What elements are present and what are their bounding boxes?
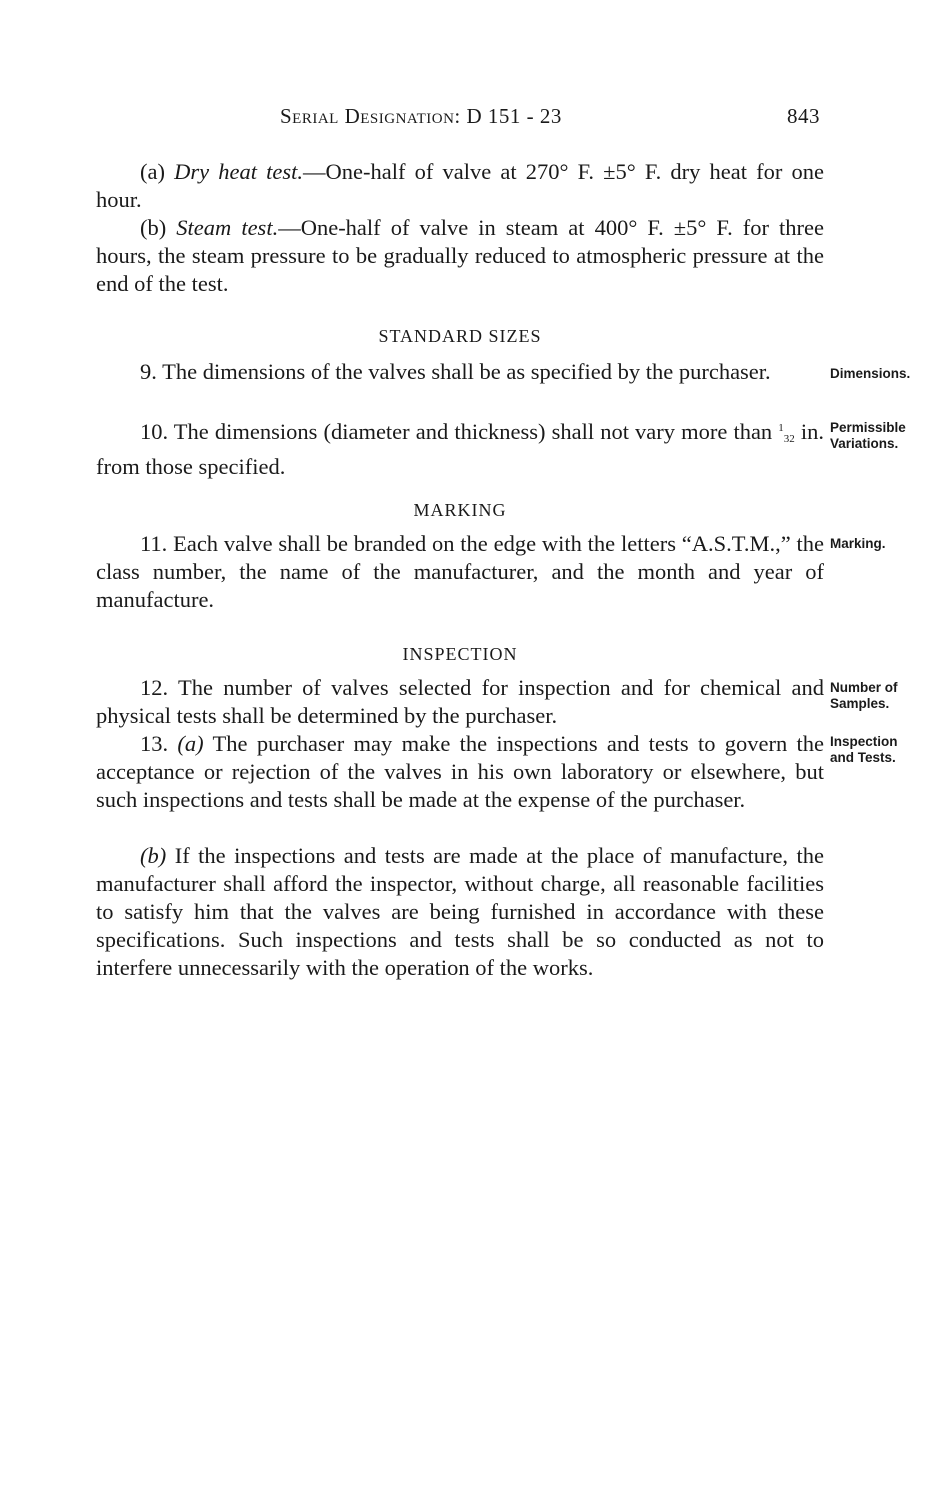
side-note-dimensions: Dimensions. [830, 366, 911, 381]
inspection-heading-wrap [96, 640, 824, 668]
paragraph-10-text-after: in. from those specified. [96, 419, 824, 479]
serial-designation-label: Serial Designation: [280, 104, 461, 128]
standard-sizes-heading: STANDARD SIZES [378, 326, 542, 346]
running-header [280, 104, 820, 129]
paragraph-13a-sub: (a) [177, 731, 204, 756]
paragraph-11 [96, 530, 824, 614]
side-note-marking: Marking. [830, 536, 886, 551]
paragraph-12 [96, 674, 824, 730]
side-note-permissible-line-1: Permissible [830, 420, 906, 435]
paragraph-13a [96, 730, 824, 814]
paragraph-13b-text: If the inspections and tests are made at the place of manufacture, the manufacturer shall afford the inspector, without charge, all reasonable facilities to satisfy him that the valves are being furnished in accordance with these specifications. Such inspections and tests shall be so conducted as not to interfere unnecessarily with the operation of the works. [96, 843, 824, 980]
side-note-inspection-line-1: Inspection [830, 734, 898, 749]
inspection-heading: INSPECTION [402, 644, 518, 664]
paragraph-13b-sub: (b) [140, 843, 167, 868]
paragraph-13a-text: The purchaser may make the inspections and tests to govern the acceptance or rejection of the valves in his own laboratory or elsewhere, but such inspections and tests shall be made at the expense of the purchaser. [96, 731, 825, 812]
fraction-numerator: 1 [778, 422, 784, 434]
steam-test-paragraph [96, 214, 824, 298]
paragraph-10 [96, 414, 824, 481]
steam-test-text: —One-half of valve in steam at 400° F. ±5° F. for three hours, the steam pressure to be gradually reduced to atmospheric pressure at the end of the test. [96, 215, 825, 296]
standard-sizes-heading-wrap [96, 322, 824, 350]
side-note-inspection-line-2: and Tests. [830, 750, 896, 765]
paragraph-10-text-before: 10. The dimensions (diameter and thickness) shall not vary more than [140, 419, 773, 444]
dry-heat-title: Dry heat test. [174, 159, 304, 184]
side-note-permissible-variations [830, 420, 945, 452]
fraction-denominator: 32 [783, 433, 795, 445]
side-note-number-line-2: Samples. [830, 696, 890, 711]
side-note-inspection-and-tests [830, 734, 945, 766]
paragraph-13-label: 13. [140, 731, 169, 756]
steam-test-title: Steam test. [176, 215, 279, 240]
page-number: 843 [787, 104, 820, 128]
paragraph-12-text: 12. The number of valves selected for inspection and for chemical and physical tests shall be determined by the purchaser. [96, 675, 824, 728]
dry-heat-label: (a) [140, 159, 165, 184]
dry-heat-text: —One-half of valve at 270° F. ±5° F. dry heat for one hour. [96, 159, 824, 212]
paragraph-11-text: 11. Each valve shall be branded on the edge with the letters “A.S.T.M.,” the class number, the name of the manufacturer, and the month and year of manufacture. [96, 531, 824, 612]
designation-code: D 151 - 23 [466, 104, 562, 128]
dry-heat-paragraph [96, 158, 824, 214]
paragraph-13b [96, 842, 824, 982]
marking-heading-wrap [96, 496, 824, 524]
side-note-number-line-1: Number of [830, 680, 898, 695]
paragraph-9 [96, 358, 824, 386]
paragraph-9-text: 9. The dimensions of the valves shall be as specified by the purchaser. [140, 359, 771, 384]
side-note-permissible-line-2: Variations. [830, 436, 899, 451]
marking-heading: MARKING [413, 500, 507, 520]
side-note-number-of-samples [830, 680, 945, 712]
steam-test-label: (b) [140, 215, 167, 240]
